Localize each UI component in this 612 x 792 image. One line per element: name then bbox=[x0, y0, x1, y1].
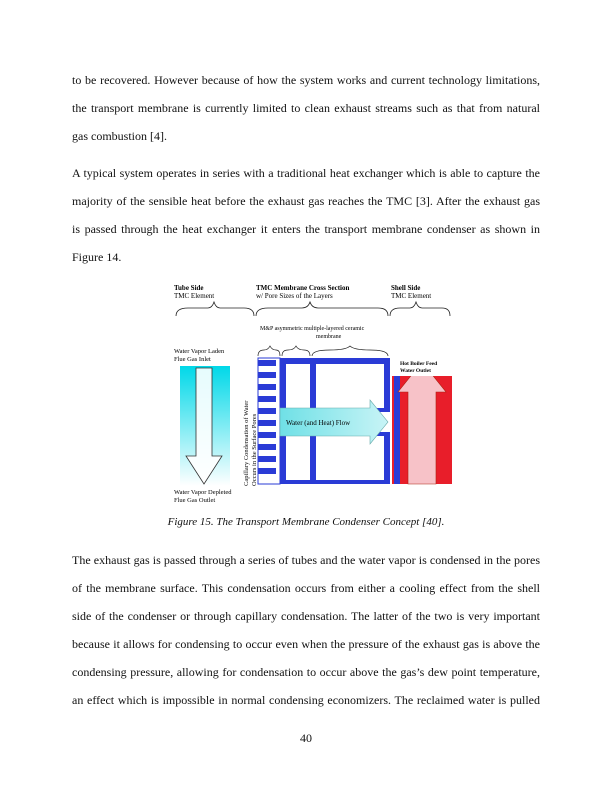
page-number: 40 bbox=[300, 731, 312, 745]
outlet-label-line-2: Flue Gas Outlet bbox=[174, 497, 216, 504]
inlet-label-line-1: Water Vapor Laden bbox=[174, 348, 225, 355]
inner-layer-cell-bottom bbox=[316, 436, 384, 480]
paragraph-3-line-1: The exhaust gas is passed through a series of tubes and the water vapor is condensed in the pores bbox=[72, 553, 540, 567]
paragraph-1-line-3: gas combustion [4]. bbox=[72, 129, 167, 143]
paragraph-2-line-2: majority of the sensible heat before the exhaust gas reaches the TMC [3]. After the exhaust gas bbox=[72, 194, 540, 208]
shell-side-subtitle: TMC Element bbox=[391, 292, 432, 300]
layer-brace-2 bbox=[282, 346, 310, 356]
paragraph-3-line-4: because it allows for condensing to occur even when the pressure of the exhaust gas is above the bbox=[72, 637, 540, 651]
paragraph-3-line-3: side of the condenser or through capillary condensation. The latter of the two is very important bbox=[72, 609, 540, 623]
boiler-label-line-1: Hot Boiler Feed bbox=[400, 361, 438, 367]
membrane-subtitle: w/ Pore Sizes of the Layers bbox=[256, 292, 333, 300]
paragraph-1-line-1: to be recovered. However because of how the system works and current technology limitations, bbox=[72, 73, 540, 87]
middle-layer-cell-top bbox=[286, 364, 310, 408]
inlet-label-line-2: Flue Gas Inlet bbox=[174, 356, 211, 363]
tube-side-subtitle: TMC Element bbox=[174, 292, 215, 300]
paragraph-1-line-2: the transport membrane is currently limited to clean exhaust streams such as that from natural bbox=[72, 101, 540, 115]
layer-brace-1 bbox=[258, 346, 280, 356]
paragraph-2-line-3: is passed through the heat exchanger it enters the transport membrane condenser as shown in bbox=[72, 222, 540, 236]
paragraph-2-line-4: Figure 14. bbox=[72, 250, 122, 264]
tube-side-title: Tube Side bbox=[174, 284, 204, 292]
shell-side-title: Shell Side bbox=[391, 284, 421, 292]
outlet-label-line-1: Water Vapor Depleted bbox=[174, 489, 232, 496]
paragraph-3-line-6: an effect which is impossible in normal condensing economizers. The reclaimed water is pulled bbox=[72, 693, 540, 707]
paragraph-3-line-2: of the membrane surface. This condensation occurs from either a cooling effect from the shell bbox=[72, 581, 540, 595]
layer-brace-3 bbox=[312, 346, 388, 356]
tmc-concept-figure bbox=[160, 280, 460, 510]
capillary-label-line-2: Occurs in the Surface Pores bbox=[251, 413, 258, 486]
boiler-label-line-2: Water Outlet bbox=[400, 368, 431, 374]
paragraph-2-line-1: A typical system operates in series with a traditional heat exchanger which is able to capture the bbox=[72, 166, 540, 180]
membrane-note-line-2: membrane bbox=[316, 334, 342, 340]
membrane-brace bbox=[256, 302, 388, 316]
membrane-title: TMC Membrane Cross Section bbox=[256, 284, 350, 292]
inner-layer-cell-top bbox=[316, 364, 384, 408]
figure-caption: Figure 15. The Transport Membrane Condenser Concept [40]. bbox=[167, 516, 445, 528]
capillary-label-line-1: Capillary Condensation of Water bbox=[243, 400, 250, 486]
paragraph-3-line-5: condensing pressure, allowing for condensation to occur above the gas’s dew point temperature, bbox=[72, 665, 540, 679]
membrane-note-line-1: M&P asymmetric multiple-layered ceramic bbox=[260, 326, 365, 332]
middle-layer-cell-bottom bbox=[286, 436, 310, 480]
shell-side-brace bbox=[390, 302, 450, 316]
flow-label: Water (and Heat) Flow bbox=[286, 419, 351, 427]
tube-side-brace bbox=[176, 302, 254, 316]
